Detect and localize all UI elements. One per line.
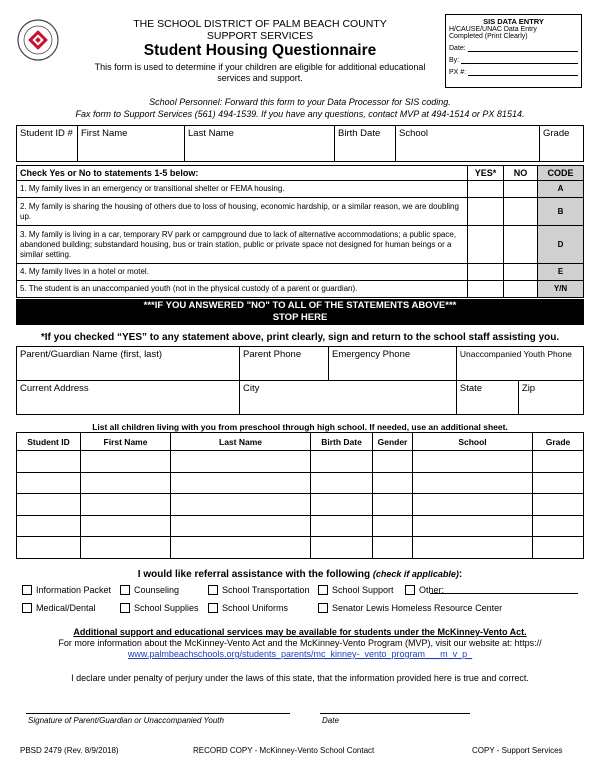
sis-px-field[interactable] [468,68,578,76]
statement-5-code: Y/N [538,281,584,298]
signature-label: Signature of Parent/Guardian or Unaccompanied Youth [28,716,224,725]
youth-phone-field[interactable]: Unaccompanied Youth Phone [456,347,583,381]
statement-1-code: A [538,181,584,198]
statement-5-no[interactable] [504,281,538,298]
statements-table [16,165,584,298]
parent-phone-field[interactable]: Parent Phone [240,347,329,381]
school-uniforms-checkbox[interactable]: School Uniforms [208,603,288,613]
statement-5-yes[interactable] [468,281,504,298]
signature-line[interactable] [26,713,290,714]
date-line[interactable] [320,713,470,714]
table-row[interactable] [17,472,584,494]
other-field[interactable] [430,593,578,594]
col-student-id: Student ID [17,433,81,451]
table-row[interactable] [17,515,584,537]
statement-3-no[interactable] [504,226,538,264]
code-header: CODE [538,166,584,181]
statement-3-yes[interactable] [468,226,504,264]
statement-2-code: B [538,198,584,226]
additional-support-info: Additional support and educational services may be available for students under the McKinney-Vento Act. For more information about the McKinney-Vento Act and the McKinney-Vento Program (MVP), visit our website at: https:// www.palmbeachschools.org/students_parents/mc_kinney-_vento_program___m_v_p_ [16,627,584,660]
district-name: THE SCHOOL DISTRICT OF PALM BEACH COUNTY SUPPORT SERVICES [133,18,387,42]
statement-3-code: D [538,226,584,264]
school-personnel-note: School Personnel: Forward this form to your Data Processor for SIS coding. Fax form to Support Services (561) 494-1539. If you have any questions, contact MVP at 494-1514 or PX 81514. [75,97,525,119]
school-support-checkbox[interactable]: School Support [318,585,394,595]
homeless-resource-center-checkbox[interactable]: Senator Lewis Homeless Resource Center [318,603,502,613]
stop-here-banner: ***IF YOU ANSWERED "NO" TO ALL OF THE STATEMENTS ABOVE*** STOP HERE [16,299,584,325]
copy-label: COPY - Support Services [472,746,563,755]
guardian-table [16,346,584,415]
date-label: Date [322,716,339,725]
medical-dental-checkbox[interactable]: Medical/Dental [22,603,96,613]
table-row[interactable] [17,494,584,516]
form-description: This form is used to determine if your children are eligible for additional educational services and support. [94,62,426,83]
col-birth-date: Birth Date [311,433,373,451]
statement-5: 5. The student is an unaccompanied youth (not in the physical custody of a parent or guardian). [17,281,468,298]
other-checkbox[interactable]: Other: [405,585,444,595]
col-grade: Grade [533,433,584,451]
statement-4: 4. My family lives in a hotel or motel. [17,264,468,281]
sis-by-field[interactable] [461,56,578,64]
sis-date-field[interactable] [468,44,578,52]
guardian-name-field[interactable]: Parent/Guardian Name (first, last) [17,347,240,381]
statement-2-yes[interactable] [468,198,504,226]
no-header: NO [504,166,538,181]
statement-1-no[interactable] [504,181,538,198]
record-copy-label: RECORD COPY - McKinney-Vento School Contact [193,746,375,755]
yes-header: YES* [468,166,504,181]
state-field[interactable]: State [456,381,518,415]
birth-date-field[interactable]: Birth Date [335,126,396,162]
city-field[interactable]: City [240,381,457,415]
statement-2-no[interactable] [504,198,538,226]
perjury-declaration: I declare under penalty of perjury under the laws of this state, that the information provided here is true and correct. [71,673,529,683]
school-supplies-checkbox[interactable]: School Supplies [120,603,199,613]
student-info-table [16,125,584,162]
col-last-name: Last Name [171,433,311,451]
form-number: PBSD 2479 (Rev. 8/9/2018) [20,746,119,755]
table-row[interactable] [17,451,584,473]
sis-data-entry-box: SIS DATA ENTRY H/CAUSE/UNAC Data Entry Completed (Print Clearly) Date: By: PX #: [445,14,582,88]
children-table [16,432,584,559]
statement-4-yes[interactable] [468,264,504,281]
statement-4-code: E [538,264,584,281]
table-row[interactable] [17,537,584,559]
form-title: Student Housing Questionnaire [143,42,377,59]
emergency-phone-field[interactable]: Emergency Phone [329,347,457,381]
mvp-website-link[interactable]: www.palmbeachschools.org/students_parents/mc_kinney-_vento_program___m_v_p_ [127,649,473,659]
statement-1: 1. My family lives in an emergency or transitional shelter or FEMA housing. [17,181,468,198]
last-name-field[interactable]: Last Name [185,126,335,162]
district-logo [16,16,60,76]
yes-instruction: *If you checked “YES” to any statement above, print clearly, sign and return to the school staff assisting you. [40,332,560,343]
school-transportation-checkbox[interactable]: School Transportation [208,585,310,595]
information-packet-checkbox[interactable]: Information Packet [22,585,111,595]
student-id-field[interactable]: Student ID # [17,126,78,162]
first-name-field[interactable]: First Name [78,126,185,162]
statement-1-yes[interactable] [468,181,504,198]
statement-2: 2. My family is sharing the housing of others due to loss of housing, economic hardship, or a similar reason, we are doubling up. [17,198,468,226]
statement-3: 3. My family is living in a car, temporary RV park or campground due to lack of alternative accommodations; a public space, abandoned building; substandard housing, bus or train station, public or private space not designed for human beings or a similar setting. [17,226,468,264]
col-first-name: First Name [81,433,171,451]
school-field[interactable]: School [396,126,540,162]
zip-field[interactable]: Zip [518,381,583,415]
counseling-checkbox[interactable]: Counseling [120,585,179,595]
children-list-title: List all children living with you from preschool through high school. If needed, use an additional sheet. [92,422,508,432]
referral-title: I would like referral assistance with the following (check if applicable): [137,569,463,580]
col-school: School [413,433,533,451]
col-gender: Gender [373,433,413,451]
grade-field[interactable]: Grade [540,126,584,162]
statement-4-no[interactable] [504,264,538,281]
statements-header: Check Yes or No to statements 1-5 below: [17,166,468,181]
address-field[interactable]: Current Address [17,381,240,415]
